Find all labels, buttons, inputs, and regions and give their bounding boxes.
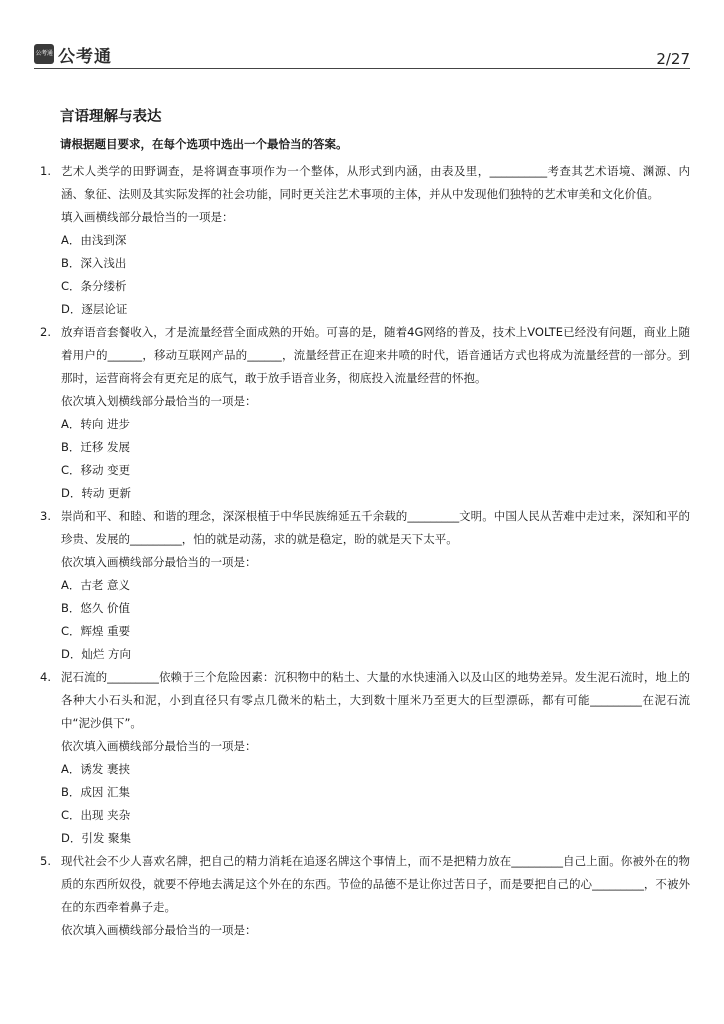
question-prompt: 依次填入划横线部分最恰当的一项是： [61,394,257,408]
option-d: D．引发 聚集 [61,831,132,845]
question-prompt: 依次填入画横线部分最恰当的一项是： [61,923,257,937]
header-divider [34,68,690,69]
option-d: D．转动 更新 [61,486,132,500]
question-number: 3. [40,509,51,523]
option-d: D．逐层论证 [61,302,128,316]
option-d: D．灿烂 方向 [61,647,132,661]
question-item [40,160,690,321]
question-stem: 崇尚和平、和睦、和谐的理念，深深根植于中华民族绵延五千余载的_________文明。中国人民从苦难中走过来，深知和平的珍贵、发展的_________，怕的就是动荡，求的就是稳定，盼的就是天下太平。 [61,509,690,546]
question-number: 2. [40,325,51,339]
question-number: 5. [40,854,51,868]
question-stem: 艺术人类学的田野调查，是将调查事项作为一个整体，从形式到内涵，由表及里，__________考查其艺术语境、渊源、内涵、象征、法则及其实际发挥的社会功能，同时更关注艺术事项的主体，并从中发现他们独特的艺术审美和文化价值。 [61,164,690,201]
question-item [40,666,690,850]
question-prompt: 填入画横线部分最恰当的一项是： [61,210,234,224]
question-prompt: 依次填入画横线部分最恰当的一项是： [61,739,257,753]
question-list [40,160,690,942]
question-stem: 现代社会不少人喜欢名牌，把自己的精力消耗在追逐名牌这个事情上，而不是把精力放在_________自己上面。你被外在的物质的东西所奴役，就要不停地去满足这个外在的东西。节俭的品德不是让你过苦日子，而是要把自己的心_________，不被外在的东西牵着鼻子走。 [61,854,690,914]
logo-icon: 公考通 [34,44,54,64]
option-b: B．成因 汇集 [61,785,131,799]
option-c: C．条分缕析 [61,279,127,293]
question-stem: 泥石流的_________依赖于三个危险因素：沉积物中的粘土、大量的水快速涌入以及山区的地势差异。发生泥石流时，地上的各种大小石头和泥，小到直径只有零点几微米的粘土，大到数十厘米乃至更大的巨型漂砾，都有可能_________在泥石流中“泥沙俱下”。 [61,670,690,730]
option-a: A．由浅到深 [61,233,127,247]
section-title: 言语理解与表达 [60,109,162,125]
question-item [40,850,690,942]
option-b: B．深入浅出 [61,256,127,270]
option-c: C．辉煌 重要 [61,624,131,638]
page-header [0,0,724,72]
page-number: 2/27 [656,50,690,68]
question-item [40,505,690,666]
question-number: 4. [40,670,51,684]
instruction-text: 请根据题目要求，在每个选项中选出一个最恰当的答案。 [60,137,348,151]
option-b: B．悠久 价值 [61,601,131,615]
option-c: C．移动 变更 [61,463,131,477]
logo-text: 公考通 [58,47,112,67]
question-stem: 放弃语音套餐收入，才是流量经营全面成熟的开始。可喜的是，随着4G网络的普及，技术上VOLTE已经没有问题，商业上随着用户的______，移动互联网产品的______，流量经营正在迎来井喷的时代，语音通话方式也将成为流量经营的一部分。到那时，运营商将会有更充足的底气，敢于放手语音业务，彻底投入流量经营的怀抱。 [61,325,690,385]
option-a: A．诱发 裹挟 [61,762,131,776]
question-item [40,321,690,505]
option-c: C．出现 夹杂 [61,808,131,822]
option-a: A．转向 进步 [61,417,131,431]
option-b: B．迁移 发展 [61,440,131,454]
question-number: 1. [40,164,51,178]
option-a: A．古老 意义 [61,578,131,592]
question-prompt: 依次填入画横线部分最恰当的一项是： [61,555,257,569]
